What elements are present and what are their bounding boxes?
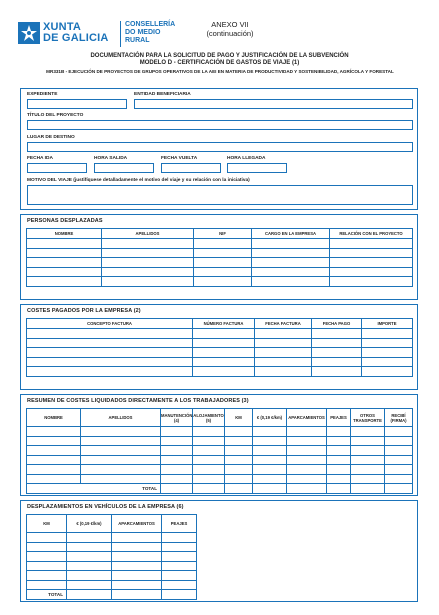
hora-salida-field[interactable] xyxy=(94,163,154,173)
col-fecha-factura: FECHA FACTURA xyxy=(255,319,312,329)
table-row[interactable] xyxy=(27,348,413,358)
col-km: KM xyxy=(27,515,67,533)
personas-table xyxy=(26,228,413,287)
table-row[interactable] xyxy=(27,427,413,437)
table-row[interactable] xyxy=(27,533,197,543)
costes-empresa-section xyxy=(20,304,418,390)
costes-empresa-title: COSTES PAGADOS POR LA EMPRESA (2) xyxy=(27,308,141,314)
motivo-field[interactable] xyxy=(27,185,413,205)
table-row[interactable] xyxy=(27,357,413,367)
col-manutencion: MANUTENCIÓN (4) xyxy=(161,409,193,427)
personas-title: PERSONAS DESPLAZADAS xyxy=(27,218,103,224)
col-alojamiento: ALOJAMIENTO (5) xyxy=(193,409,225,427)
col-otros-transporte: OTROS TRANSPORTE xyxy=(351,409,385,427)
trip-data-section xyxy=(20,88,418,210)
col-nif: NIF xyxy=(194,229,252,239)
col-euros-km: € (0,19 €/km) xyxy=(253,409,287,427)
table-row[interactable] xyxy=(27,248,413,258)
total-label: TOTAL xyxy=(27,484,161,494)
brand-name: XUNTA DE GALICIA xyxy=(43,21,109,44)
resumen-title: RESUMEN DE COSTES LIQUIDADOS DIRECTAMENTE A LOS TRABAJADORES (3) xyxy=(27,398,249,404)
col-fecha-pago: FECHA PAGO xyxy=(312,319,362,329)
table-row[interactable] xyxy=(27,552,197,562)
table-row[interactable] xyxy=(27,580,197,590)
col-recibi: RECIBÍ (FIRMA) xyxy=(385,409,413,427)
col-apellidos: APELLIDOS xyxy=(102,229,194,239)
titulo-field[interactable] xyxy=(27,120,413,130)
fecha-ida-label: FECHA IDA xyxy=(27,156,53,161)
col-aparcamientos: APARCAMIENTOS xyxy=(112,515,162,533)
hora-salida-label: HORA SALIDA xyxy=(94,156,128,161)
col-euros-km: € (0,19 €/km) xyxy=(67,515,112,533)
conselleria-name: CONSELLERÍA DO MEDIO RURAL xyxy=(125,21,176,44)
col-nombre: NOMBRE xyxy=(27,409,81,427)
table-row[interactable] xyxy=(27,267,413,277)
col-km: KM xyxy=(225,409,253,427)
table-row[interactable] xyxy=(27,239,413,249)
total-row xyxy=(27,484,413,494)
desplazamientos-section xyxy=(20,500,418,602)
col-numero-factura: NÚMERO FACTURA xyxy=(193,319,255,329)
costes-empresa-table xyxy=(26,318,413,377)
entidad-label: ENTIDAD BENEFICIARIA xyxy=(134,92,191,97)
fecha-vuelta-field[interactable] xyxy=(161,163,221,173)
col-peajes: PEAJES xyxy=(327,409,351,427)
lugar-label: LUGAR DE DESTINO xyxy=(27,135,75,140)
anexo-label: ANEXO VII (continuación) xyxy=(206,20,254,38)
table-row[interactable] xyxy=(27,465,413,475)
table-row[interactable] xyxy=(27,258,413,268)
table-row[interactable] xyxy=(27,474,413,484)
table-row[interactable] xyxy=(27,455,413,465)
entidad-field[interactable] xyxy=(134,99,413,109)
titulo-label: TÍTULO DEL PROYECTO xyxy=(27,113,84,118)
resumen-table xyxy=(26,408,413,494)
fecha-ida-field[interactable] xyxy=(27,163,87,173)
table-row[interactable] xyxy=(27,338,413,348)
resumen-section xyxy=(20,394,418,496)
col-aparcamientos: APARCAMIENTOS xyxy=(287,409,327,427)
table-row[interactable] xyxy=(27,367,413,377)
table-row[interactable] xyxy=(27,446,413,456)
expediente-label: EXPEDIENTE xyxy=(27,92,58,97)
brand-divider xyxy=(120,21,121,47)
total-row xyxy=(27,590,197,600)
table-row[interactable] xyxy=(27,571,197,581)
col-peajes: PEAJES xyxy=(162,515,197,533)
personas-section xyxy=(20,214,418,300)
table-row[interactable] xyxy=(27,329,413,339)
col-relacion: RELACIÓN CON EL PROYECTO xyxy=(330,229,413,239)
desplazamientos-table xyxy=(26,514,197,600)
table-row[interactable] xyxy=(27,542,197,552)
xunta-logo-icon xyxy=(18,22,40,44)
col-cargo: CARGO EN LA EMPRESA xyxy=(252,229,330,239)
col-importe: IMPORTE xyxy=(362,319,413,329)
procedure-text: MR331B - EJECUCIÓN DE PROYECTOS DE GRUPOS OPERATIVOS DE LA AEI EN MATERIA DE PRODUCTIVIDAD Y SOSTENIBILIDAD, AGRÍCOLA Y FORESTAL xyxy=(46,69,394,74)
col-nombre: NOMBRE xyxy=(27,229,102,239)
total-label: TOTAL xyxy=(27,590,67,600)
document-title: DOCUMENTACIÓN PARA LA SOLICITUD DE PAGO Y JUSTIFICACIÓN DE LA SUBVENCIÓN xyxy=(90,53,349,59)
table-row[interactable] xyxy=(27,561,197,571)
desplazamientos-title: DESPLAZAMIENTOS EN VEHÍCULOS DE LA EMPRESA (6) xyxy=(27,504,184,510)
document-subtitle: MODELO D - CERTIFICACIÓN DE GASTOS DE VIAJE (1) xyxy=(139,60,300,66)
col-apellidos: APELLIDOS xyxy=(81,409,161,427)
hora-llegada-label: HORA LLEGADA xyxy=(227,156,266,161)
lugar-field[interactable] xyxy=(27,142,413,152)
expediente-field[interactable] xyxy=(27,99,127,109)
table-row[interactable] xyxy=(27,436,413,446)
table-row[interactable] xyxy=(27,277,413,287)
col-concepto: CONCEPTO FACTURA xyxy=(27,319,193,329)
hora-llegada-field[interactable] xyxy=(227,163,287,173)
motivo-label: MOTIVO DEL VIAJE (justifíquese detalladamente el motivo del viaje y su relación con la iniciativa) xyxy=(27,178,250,183)
fecha-vuelta-label: FECHA VUELTA xyxy=(161,156,198,161)
